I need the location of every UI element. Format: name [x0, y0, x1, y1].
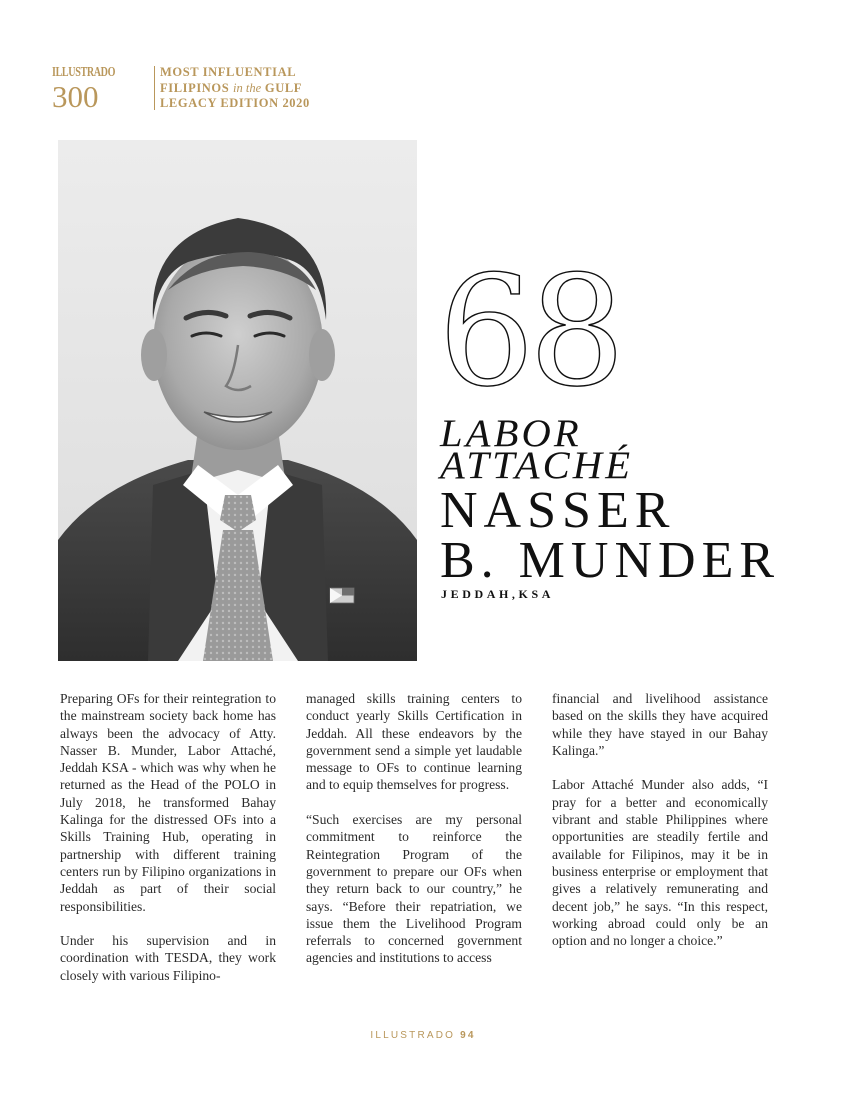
brand-name: ILLUSTRADO [52, 65, 116, 80]
article-column-3 [552, 690, 768, 949]
masthead [52, 65, 310, 114]
masthead-subtitle [160, 66, 310, 110]
masthead-line-3: LEGACY EDITION 2020 [160, 96, 310, 110]
job-title-line-2: ATTACHÉ [440, 444, 634, 487]
portrait-illustration [58, 140, 417, 661]
paragraph: “Such exercises are my personal commitment to reinforce the Reintegration Program of the government to prepare our OFs when they return back to our country,” he says. “Before their repatriation, we issue them the Livelihood Program referrals to concerned government agencies and institutions to access [306, 812, 522, 966]
rank-number: 68 [438, 243, 620, 420]
masthead-line-2 [160, 82, 310, 95]
location: JEDDAH,KSA [441, 587, 555, 601]
paragraph: Preparing OFs for their reintegration to the mainstream society back home has always been the advocacy of Atty. Nasser B. Munder, Labor Attaché, Jeddah KSA - which was why when he returned as the Head of the POLO in July 2018, he transformed Bahay Kalinga for the distressed OFs into a Skills Training Hub, operating in partnership with different training centers run by Filipino organizations in Jeddah as part of their social responsibilities. [60, 691, 276, 914]
job-title-line-1: LABOR [440, 412, 582, 455]
page-footer [0, 1030, 846, 1041]
masthead-line-2-a: FILIPINOS [160, 80, 230, 95]
person-name-line-2: B. MUNDER [440, 532, 781, 589]
masthead-divider [154, 66, 155, 110]
paragraph: financial and livelihood assistance based on the skills they have acquired while they have stayed in our Bahay Kalinga.” [552, 691, 768, 758]
person-name-line-1: NASSER [440, 482, 676, 539]
article-column-1 [60, 690, 276, 984]
page-number: 94 [460, 1030, 476, 1041]
brand-logo [52, 65, 154, 114]
brand-number: 300 [52, 79, 99, 114]
masthead-line-2-c: GULF [264, 80, 303, 95]
paragraph: Under his supervision and in coordination with TESDA, they work closely with various Filipino- [60, 933, 276, 983]
paragraph: Labor Attaché Munder also adds, “I pray for a better and economically vibrant and stable Philippines where opportunities are steadily fertile and available for Filipinos, may it be in business enterprise or employment that gives a relatively remunerating and decent job,” he says. “In this respect, working abroad could only be an option and no longer a choice.” [552, 777, 768, 949]
masthead-line-2-b: in the [233, 80, 262, 95]
masthead-line-1: MOST INFLUENTIAL [160, 65, 297, 79]
portrait-photo [58, 140, 417, 661]
footer-label: ILLUSTRADO [370, 1030, 456, 1041]
article-column-2 [306, 690, 522, 967]
person-name [440, 482, 781, 589]
job-title [440, 412, 634, 487]
paragraph: managed skills training centers to conduct yearly Skills Certification in Jeddah. All these endeavors by the government send a simple yet laudable message to OFs to continue learning and to equip themselves for progress. [306, 691, 522, 793]
